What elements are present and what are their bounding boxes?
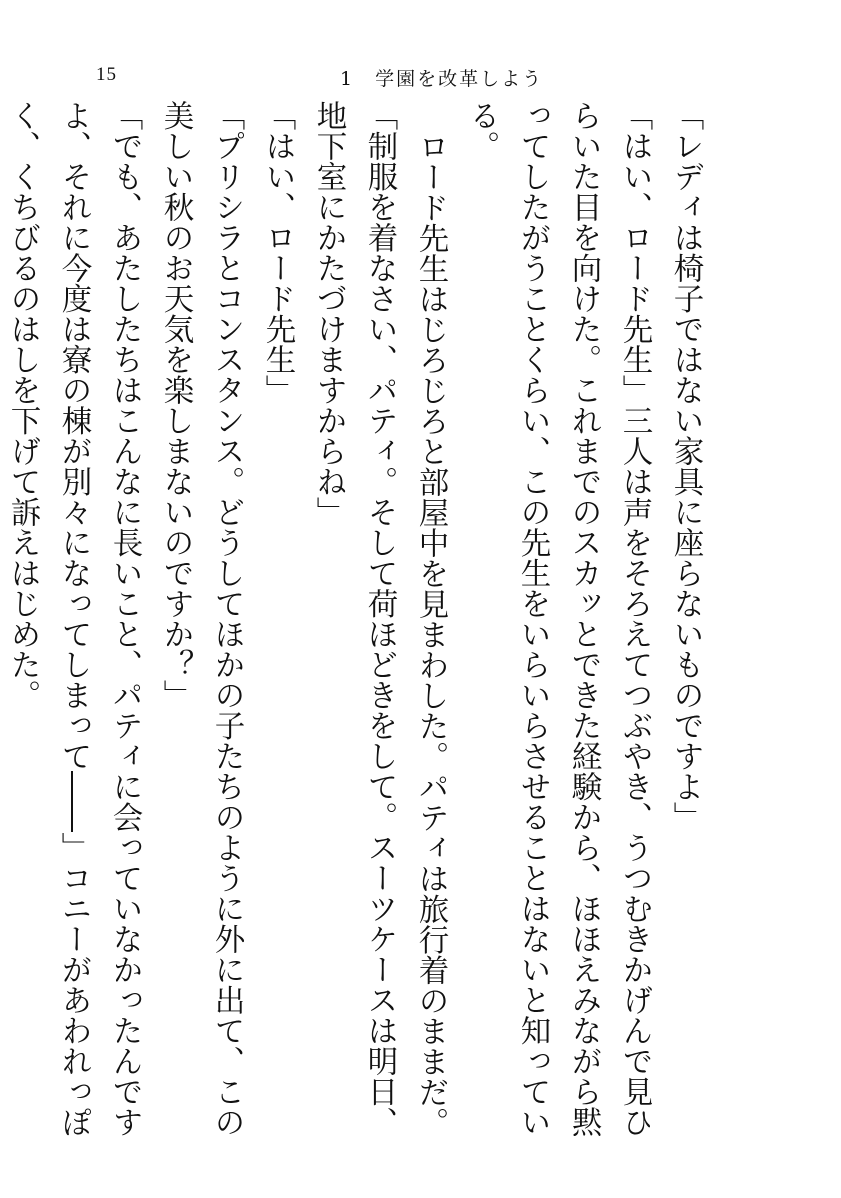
paragraph: 「プリシラとコンスタンス。どうしてほかの子たちのように外に出て、この美しい秋のお天気を楽しまないのですか？」 [158, 100, 244, 1137]
paragraph: 「はい、ロード先生」三人は声をそろえてつぶやき、うつむきかげんで見ひらいた目を向けた。これまでのスカッとできた経験から、ほほえみながら黙ってしたがうことくらい、この先生をいらいらさせることはないと知っている。 [464, 100, 652, 1137]
body-text [5, 100, 711, 1140]
paragraph: ロード先生はじろじろと部屋中を見まわした。パティは旅行着のままだ。 [413, 130, 448, 1137]
paragraph: 「はい、ロード先生」 [260, 100, 295, 405]
paragraph: 「レディは椅子ではない家具に座らないものですよ」 [668, 100, 703, 832]
page-number: 15 [96, 64, 117, 85]
paragraph: 「でも、あたしたちはこんなに長いこと、パティに会っていなかったんですよ、それに今度は寮の棟が別々になってしまって――」コニーがあわれっぽく、くちびるのはしを下げて訴えはじめた。 [5, 100, 142, 1137]
paragraph: 「制服を着なさい、パティ。そして荷ほどきをして。スーツケースは明日、地下室にかたづけますからね」 [311, 100, 397, 1137]
running-header: 1 学園を改革しよう [340, 68, 544, 90]
